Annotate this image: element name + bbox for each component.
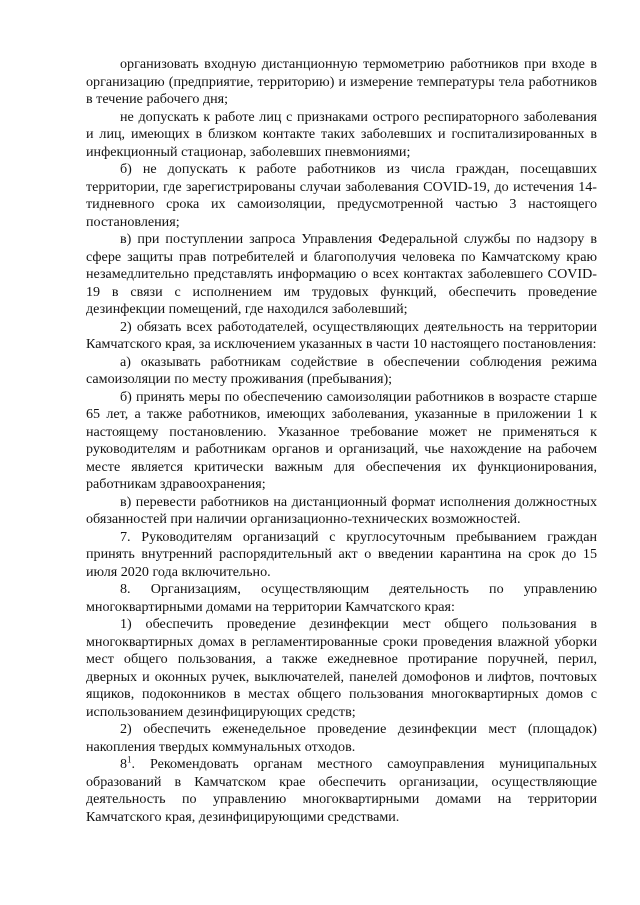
paragraph-no-sick-workers: не допускать к работе лиц с признаками острого респираторного заболевания и лиц, имеющих в близком контакте таких заболевших и госпитализированных в инфекционный стационар, заболевших пневмониями;: [86, 108, 597, 160]
paragraph-number-superscript: 1: [127, 754, 132, 765]
paragraph-v-rospotrebnadzor: в) при поступлении запроса Управления Федеральной службы по надзору в сфере защиты прав потребителей и благополучия человека по Камчатскому краю незамедлительно представлять информацию о всех контактах заболевшего COVID-19 в связи с исполнением им трудовых функций, обеспечить проведение дезинфекции помещений, где находился заболевший;: [86, 231, 597, 317]
paragraph-number: 8: [120, 756, 128, 772]
paragraph-text: . Рекомендовать органам местного самоуправления муниципальных образований в Камчатском крае обеспечить организации, осуществляющие деятельность по управлению многоквартирными домами на территории Камчатского края, дезинфицирующими средствами.: [86, 756, 597, 825]
paragraph-v-remote-work: в) перевести работников на дистанционный формат исполнения должностных обязанностей при наличии организационно-технических возможностей.: [86, 493, 597, 527]
paragraph-2-employers: 2) обязать всех работодателей, осуществляющих деятельность на территории Камчатского края, за исключением указанных в части 10 настоящего постановления:: [86, 318, 597, 352]
paragraph-8-2-waste-sites: 2) обеспечить еженедельное проведение дезинфекции мест (площадок) накопления твердых коммунальных отходов.: [86, 721, 597, 755]
paragraph-8-superscript-1: [86, 756, 597, 826]
paragraph-b-over-65: б) принять меры по обеспечению самоизоляции работников в возрасте старше 65 лет, а также работников, имеющих заболевания, указанные в приложении 1 к настоящему постановлению. Указанное требование может не применяться к руководителям и работникам органов и организаций, чье нахождение на рабочем месте является критически важным для обеспечения их функционирования, работникам здравоохранения;: [86, 388, 597, 492]
paragraph-7-quarantine: 7. Руководителям организаций с круглосуточным пребыванием граждан принять внутренний распорядительный акт о введении карантина на срок до 15 июля 2020 года включительно.: [86, 528, 597, 580]
paragraph-8-housing: 8. Организациям, осуществляющим деятельность по управлению многоквартирными домами на территории Камчатского края:: [86, 581, 597, 615]
paragraph-a-assistance: а) оказывать работникам содействие в обеспечении соблюдения режима самоизоляции по месту проживания (пребывания);: [86, 353, 597, 387]
paragraph-8-1-disinfection: 1) обеспечить проведение дезинфекции мест общего пользования в многоквартирных домах в регламентированные сроки проведения влажной уборки мест общего пользования, а также ежедневное протирание поручней, перил, дверных и оконных ручек, выключателей, панелей домофонов и лифтов, почтовых ящиков, подоконников в местах общего пользования многоквартирных домов с использованием дезинфицирующих средств;: [86, 616, 597, 720]
paragraph-b-self-isolation: б) не допускать к работе работников из числа граждан, посещавших территории, где зарегистрированы случаи заболевания COVID-19, до истечения 14-тидневного срока их самоизоляции, предусмотренной частью 3 настоящего постановления;: [86, 161, 597, 230]
paragraph-thermometry: организовать входную дистанционную термометрию работников при входе в организацию (предприятие, территорию) и измерение температуры тела работников в течение рабочего дня;: [86, 56, 597, 107]
